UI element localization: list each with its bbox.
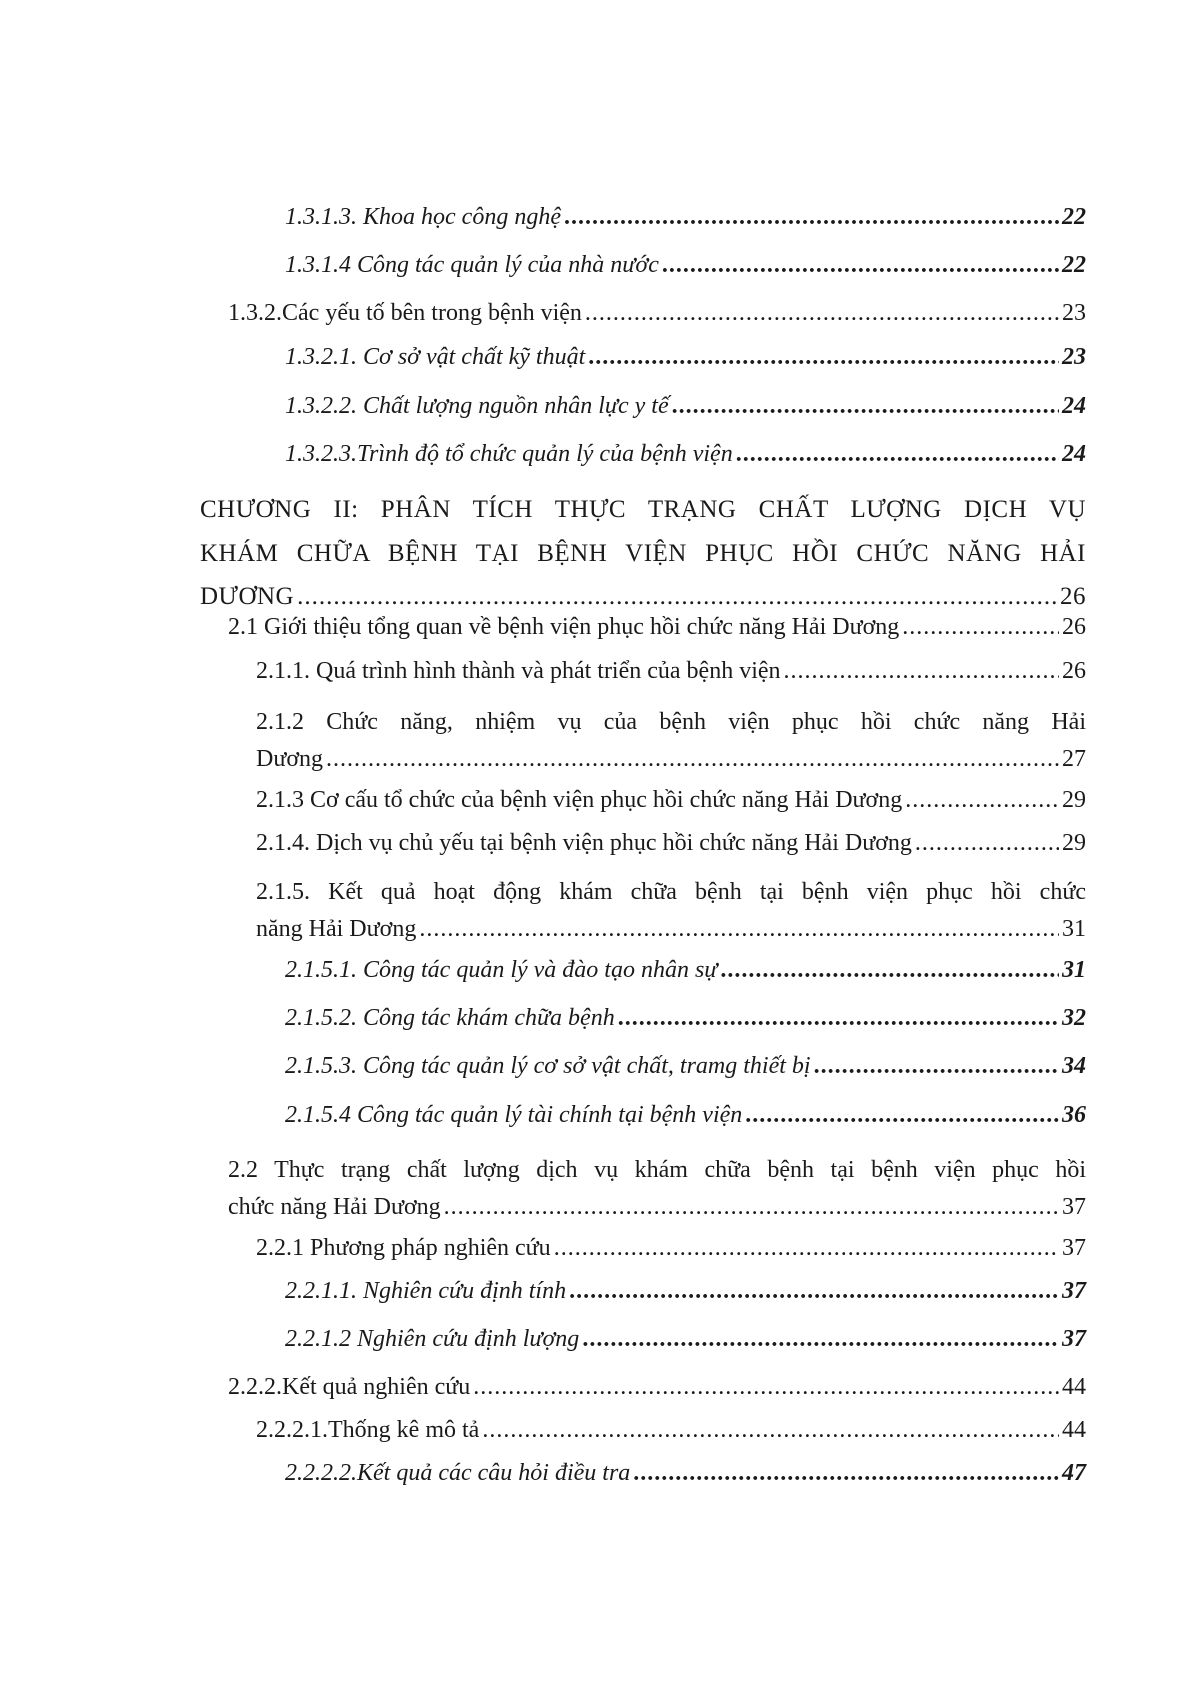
toc-leader [588,342,1059,372]
toc-page-number: 31 [1062,957,1086,983]
toc-entry-title: 2.2.2.Kết quả nghiên cứu [228,1374,471,1400]
toc-entry[interactable] [0,298,1086,328]
toc-page-number: 22 [1062,252,1086,278]
toc-entry-title-line-2: Dương [256,746,324,772]
toc-entry-title: 2.2.1.1. Nghiên cứu định tính [285,1278,567,1304]
toc-leader [905,785,1059,815]
toc-entry[interactable] [0,1458,1086,1488]
toc-chapter-entry[interactable] [0,488,1086,612]
toc-entry[interactable] [0,1324,1086,1354]
toc-entry-title: 2.1.5.4 Công tác quản lý tài chính tại bệnh viện [285,1102,743,1128]
toc-entry-title: 2.1.5.2. Công tác khám chữa bệnh [285,1005,615,1031]
toc-page-number: 24 [1062,441,1086,467]
toc-entry-title: 2.1.4. Dịch vụ chủ yếu tại bệnh viện phục hồi chức năng Hải Dương [256,830,912,856]
toc-entry[interactable] [0,1003,1086,1033]
toc-entry[interactable] [0,1415,1086,1445]
toc-entry[interactable] [0,700,1086,774]
toc-leader [419,914,1059,944]
toc-entry-title: 2.1 Giới thiệu tổng quan về bệnh viện phục hồi chức năng Hải Dương [228,614,900,640]
toc-entry[interactable] [0,1276,1086,1306]
toc-leader [618,1003,1059,1033]
toc-entry[interactable] [0,955,1086,985]
toc-leader [554,1233,1059,1263]
toc-entry[interactable] [0,870,1086,944]
toc-leader [297,582,1057,612]
toc-entry[interactable] [0,1233,1086,1263]
toc-page-number: 37 [1062,1194,1086,1220]
toc-leader [672,391,1059,421]
toc-leader [662,250,1059,280]
toc-page-number: 36 [1062,1102,1086,1128]
toc-page-number: 37 [1062,1235,1086,1261]
toc-entry-title: 1.3.2.Các yếu tố bên trong bệnh viện [228,300,582,326]
toc-entry[interactable] [0,1100,1086,1130]
toc-entry-title: 2.2.1.2 Nghiên cứu định lượng [285,1326,580,1352]
toc-leader [745,1100,1059,1130]
toc-leader [814,1051,1059,1081]
toc-entry[interactable] [0,391,1086,421]
toc-entry-title: 1.3.2.2. Chất lượng nguồn nhân lực y tế [285,393,669,419]
toc-entry-title-line-1: 2.1.5. Kết quả hoạt động khám chữa bệnh tại bệnh viện phục hồi chức [256,879,1086,905]
toc-entry-title-line-1: 2.1.2 Chức năng, nhiệm vụ của bệnh viện phục hồi chức năng Hải [256,709,1086,735]
toc-entry-title: 2.1.5.1. Công tác quản lý và đào tạo nhân sự [285,957,718,983]
toc-entry-title-line-1: 2.2 Thực trạng chất lượng dịch vụ khám chữa bệnh tại bệnh viện phục hồi [228,1157,1086,1183]
toc-entry[interactable] [0,828,1086,858]
toc-entry[interactable] [0,785,1086,815]
toc-entry[interactable] [0,1051,1086,1081]
toc-page-number: 23 [1062,344,1086,370]
toc-leader [633,1458,1059,1488]
toc-entry-title: 1.3.2.3.Trình độ tổ chức quản lý của bệnh viện [285,441,733,467]
toc-entry-title: 1.3.1.4 Công tác quản lý của nhà nước [285,252,659,278]
toc-leader [564,202,1059,232]
toc-entry-title-line-1: CHƯƠNG II: PHÂN TÍCH THỰC TRẠNG CHẤT LƯỢNG DỊCH VỤ [200,496,1086,523]
toc-entry[interactable] [0,250,1086,280]
toc-entry-title: 2.1.5.3. Công tác quản lý cơ sở vật chất, tramg thiết bị [285,1053,811,1079]
toc-entry[interactable] [0,612,1086,642]
toc-entry[interactable] [0,342,1086,372]
toc-entry[interactable] [0,1148,1086,1222]
toc-leader [473,1372,1059,1402]
toc-page-number: 29 [1062,830,1086,856]
toc-page-number: 34 [1062,1053,1086,1079]
toc-leader [784,656,1059,686]
toc-page-number: 44 [1062,1374,1086,1400]
toc-leader [326,744,1059,774]
toc-entry-title: 2.2.2.1.Thống kê mô tả [256,1417,480,1443]
toc-page-number: 44 [1062,1417,1086,1443]
toc-page-number: 37 [1062,1278,1086,1304]
toc-page-number: 27 [1062,746,1086,772]
toc-page-number: 24 [1062,393,1086,419]
toc-leader [585,298,1059,328]
toc-page-number: 47 [1062,1460,1086,1486]
toc-entry-title-line-2: chức năng Hải Dương [228,1194,441,1220]
toc-leader [482,1415,1059,1445]
toc-entry-title: 2.2.2.2.Kết quả các câu hỏi điều tra [285,1460,631,1486]
toc-entry-title: 2.1.1. Quá trình hình thành và phát triển của bệnh viện [256,658,781,684]
toc-entry[interactable] [0,1372,1086,1402]
toc-page-number: 26 [1060,583,1086,610]
toc-page-number: 26 [1062,614,1086,640]
toc-entry-title: 2.1.3 Cơ cấu tổ chức của bệnh viện phục hồi chức năng Hải Dương [256,787,903,813]
toc-leader [444,1192,1059,1222]
toc-entry-title: 1.3.2.1. Cơ sở vật chất kỹ thuật [285,344,586,370]
toc-entry-title-line-2: KHÁM CHỮA BỆNH TẠI BỆNH VIỆN PHỤC HỒI CHỨC NĂNG HẢI [200,540,1086,567]
toc-entry-title: 1.3.1.3. Khoa học công nghệ [285,204,561,230]
toc-page-number: 31 [1062,916,1086,942]
toc-entry[interactable] [0,202,1086,232]
toc-leader [582,1324,1059,1354]
toc-page-number: 32 [1062,1005,1086,1031]
toc-leader [736,439,1059,469]
toc-entry[interactable] [0,656,1086,686]
toc-leader [902,612,1059,642]
toc-entry-title-line-3: DƯƠNG [200,583,295,610]
toc-leader [569,1276,1059,1306]
toc-entry-title: 2.2.1 Phương pháp nghiên cứu [256,1235,551,1261]
toc-leader [720,955,1059,985]
toc-leader [915,828,1059,858]
toc-page-number: 37 [1062,1326,1086,1352]
toc-entry[interactable] [0,439,1086,469]
toc-entry-title-line-2: năng Hải Dương [256,916,417,942]
toc-page-number: 22 [1062,204,1086,230]
toc-page-number: 29 [1062,787,1086,813]
toc-page-number: 23 [1062,300,1086,326]
toc-page-number: 26 [1062,658,1086,684]
